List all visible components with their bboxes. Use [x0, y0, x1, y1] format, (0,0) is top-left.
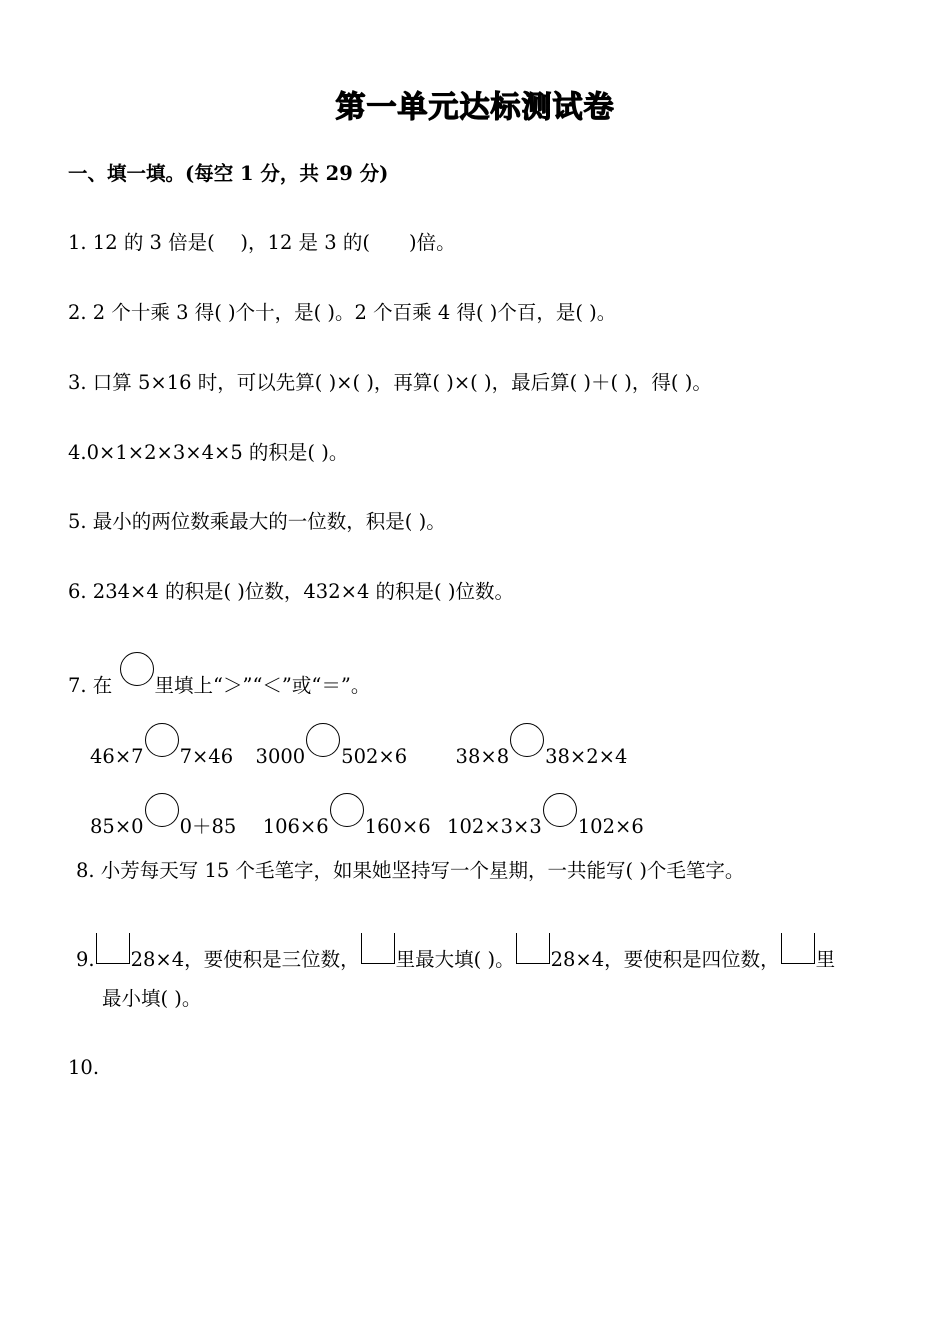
compare-right: 502×6	[341, 745, 408, 768]
question-9	[76, 933, 835, 973]
question-10: 10.	[68, 1056, 100, 1079]
question-9-part1: 28×4，要使积是三位数，	[130, 948, 360, 971]
question-9-part4: 里	[815, 948, 836, 971]
compare-circle-icon[interactable]	[306, 723, 340, 757]
compare-right: 102×6	[577, 815, 644, 838]
question-9-part2: 里最大填( )。	[395, 948, 515, 971]
question-9-part3: 28×4，要使积是四位数，	[550, 948, 780, 971]
question-8: 8. 小芳每天写 15 个毛笔字，如果她坚持写一个星期，一共能写( )个毛笔字。	[76, 859, 745, 882]
question-4: 4.0×1×2×3×4×5 的积是( )。	[68, 441, 349, 464]
compare-right: 38×2×4	[545, 745, 628, 768]
question-9-number: 9.	[76, 948, 95, 971]
compare-left: 85×0	[90, 815, 144, 838]
question-7	[68, 652, 370, 699]
question-7-suffix: 里填上“＞”“＜”或“＝”。	[154, 674, 371, 697]
compare-circle-icon[interactable]	[543, 793, 577, 827]
compare-circle-icon[interactable]	[510, 723, 544, 757]
question-2: 2. 2 个十乘 3 得( )个十，是( )。2 个百乘 4 得( )个百，是( )。	[68, 301, 617, 324]
question-5: 5. 最小的两位数乘最大的一位数，积是( )。	[68, 510, 446, 533]
compare-left: 3000	[255, 745, 306, 768]
section-heading: 一、填一填。(每空 1 分，共 29 分)	[68, 162, 389, 185]
compare-left: 38×8	[455, 745, 510, 768]
compare-circle-icon	[120, 652, 154, 686]
question-9-line2: 最小填( )。	[102, 987, 202, 1010]
compare-circle-icon[interactable]	[145, 723, 179, 757]
question-7-prefix: 7. 在	[68, 674, 113, 697]
compare-row-2	[90, 793, 644, 840]
digit-box-icon[interactable]	[516, 933, 550, 964]
question-1: 1. 12 的 3 倍是( )，12 是 3 的( )倍。	[68, 231, 456, 254]
compare-row-1	[90, 723, 627, 770]
compare-circle-icon[interactable]	[145, 793, 179, 827]
question-6: 6. 234×4 的积是( )位数，432×4 的积是( )位数。	[68, 580, 514, 603]
compare-right: 7×46	[179, 745, 234, 768]
digit-box-icon[interactable]	[361, 933, 395, 964]
page-title: 第一单元达标测试卷	[335, 90, 615, 125]
question-3: 3. 口算 5×16 时，可以先算( )×( )，再算( )×( )，最后算( )＋( )，得( )。	[68, 371, 712, 394]
compare-left: 46×7	[90, 745, 144, 768]
compare-circle-icon[interactable]	[330, 793, 364, 827]
digit-box-icon[interactable]	[781, 933, 815, 964]
compare-right: 160×6	[364, 815, 431, 838]
compare-right: 0＋85	[179, 815, 237, 838]
compare-left: 102×3×3	[447, 815, 542, 838]
compare-left: 106×6	[262, 815, 329, 838]
digit-box-icon[interactable]	[96, 933, 130, 964]
